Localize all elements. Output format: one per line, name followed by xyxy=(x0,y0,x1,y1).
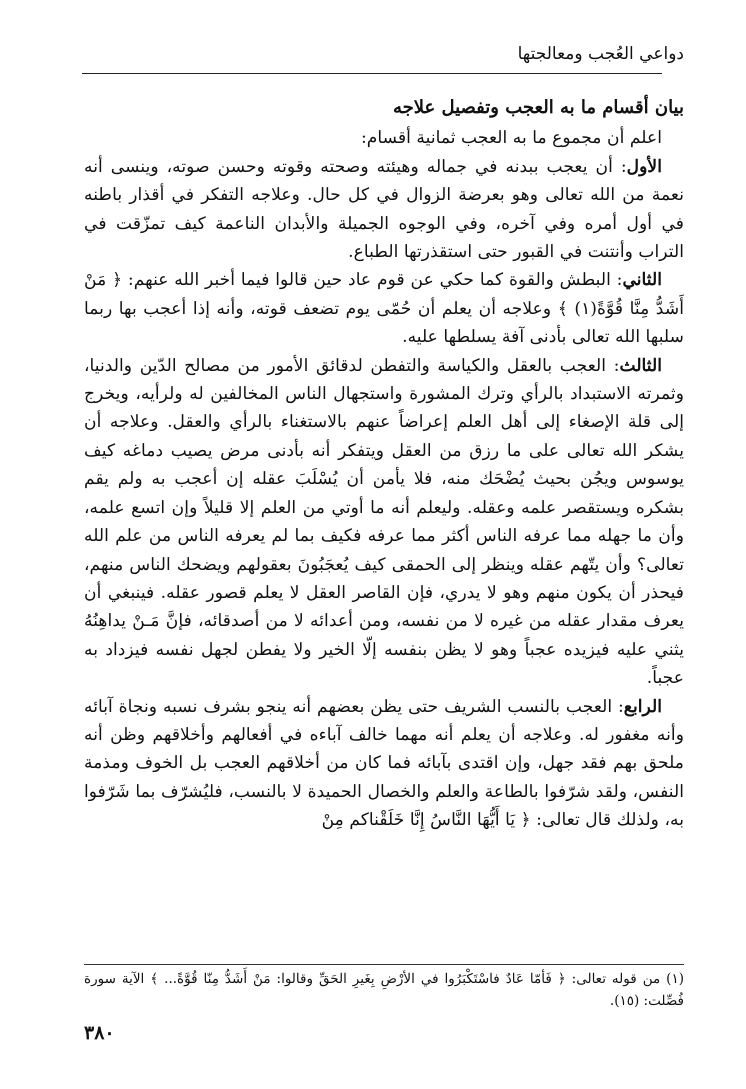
page-body xyxy=(84,94,684,835)
header-divider xyxy=(82,73,662,74)
paragraph-fourth xyxy=(84,693,684,835)
paragraph-text: : أن يعجب ببدنه في جماله وهيئته وصحته وقوته وحسن صوته، وينسى أنه نعمة من الله تعالى وهو بعرضة الزوال في كل حال. وعلاجه التفكر في أقذار باطنه في أول أمره وفي آخره، وفي الوجوه الجميلة والأبدان الناعمة كيف تمزّقت في التراب وأنتنت في القبور حتى استقذرتها الطباع. xyxy=(84,156,684,263)
paragraph-text: : البطش والقوة كما حكي عن قوم عاد حين قالوا فيما أخبر الله عنهم: ﴿ مَنْ أَشَدُّ مِنَّا قُوَّةً(١) ﴾ وعلاجه أن يعلم أن حُمّى يوم تضعف قوته، وأنه إذا أعجب بها ربما سلبها الله تعالى بأدنى آفة يسلطها عليه. xyxy=(84,270,685,348)
footnote-divider xyxy=(84,964,684,965)
paragraph-second xyxy=(84,266,684,351)
paragraph-lead: الرابع xyxy=(623,696,662,717)
paragraph-text: : العجب بالعقل والكياسة والتفطن لدقائق الأمور من مصالح الدّين والدنيا، وثمرته الاستبداد بالرأي وترك المشورة واستجهال الناس المخالفين له ولرأيه، ويخرج إلى قلة الإصغاء إلى أهل العلم إعراضاً عنهم بالاستغناء بالرأي والعقل. وعلاجه أن يشكر الله تعالى على ما رزق من العقل ويتفكر أنه بأدنى مرض يصيب دماغه كيف يوسوس ويجُن بحيث يُضْحَك منه، فلا يأمن أن يُسْلَبَ عقله إن أعجب به ولم يقم بشكره ويستقصر علمه وعقله. وليعلم أنه ما أوتي من العلم إلا قليلاً وإن اتسع علمه، وأن ما جهله مما عرفه الناس أكثر مما عرفه فكيف بما لم يعرفه الناس من علم الله تعالى؟ وأن يتّهم عقله وينظر إلى الحمقى كيف يُعجَبُونَ بعقولهم ويضحك الناس منهم، فيحذر أن يكون منهم وهو لا يدري، فإن القاصر العقل لا يعلم قصور عقله. فينبغي أن يعرف مقدار عقله من غيره لا من نفسه، ومن أعدائه لا من أصدقائه، فإنَّ مَـنْ يداهِنُهُ يثني عليه فيزيده عجباً وهو لا يظن بنفسه إلّا الخير ولا يفطن لجهل نفسه فيزداد به عجباً. xyxy=(84,355,684,689)
paragraph-first xyxy=(84,153,684,267)
footnote: (١) من قوله تعالى: ﴿ فَأمّا عَادٌ فاسْتَكْبَرُوا في الأرْضِ بِغَيرِ الحَقِّ وقالوا: مَنْ أَشَدُّ مِنّا قُوَّةً... ﴾ الآية سورة فُصِّلت: (١٥). xyxy=(84,971,684,1009)
paragraph-lead: الثاني xyxy=(622,270,662,291)
paragraph-lead: الثالث xyxy=(619,355,662,376)
paragraph-third xyxy=(84,352,684,693)
section-title: بيان أقسام ما به العجب وتفصيل علاجه xyxy=(392,97,684,118)
section-intro: اعلم أن مجموع ما به العجب ثمانية أقسام: xyxy=(360,128,662,149)
running-header: دواعي العُجب ومعالجتها xyxy=(517,44,684,64)
paragraph-text: : العجب بالنسب الشريف حتى يظن بعضهم أنه ينجو بشرف نسبه ونجاة آبائه وأنه مغفور له. وعلاجه أن يعلم أنه مهما خالف آباءه في أفعالهم وأخلاقهم وظن أنه ملحق بهم فقد جهل، وإن اقتدى بآبائه فما كان من أخلاقهم العجب بل الخوف ومذمة النفس، ولقد شرّفوا بالطاعة والعلم والخصال الحميدة لا بالنسب، فليُشرّف بما شَرّفوا به، ولذلك قال تعالى: ﴿ يَا أَيُّهَا النَّاسُ إِنَّا خَلَقْناكم مِنْ xyxy=(84,696,684,831)
page-number: ٣٨٠ xyxy=(84,1022,115,1044)
paragraph-lead: الأول xyxy=(626,156,662,177)
